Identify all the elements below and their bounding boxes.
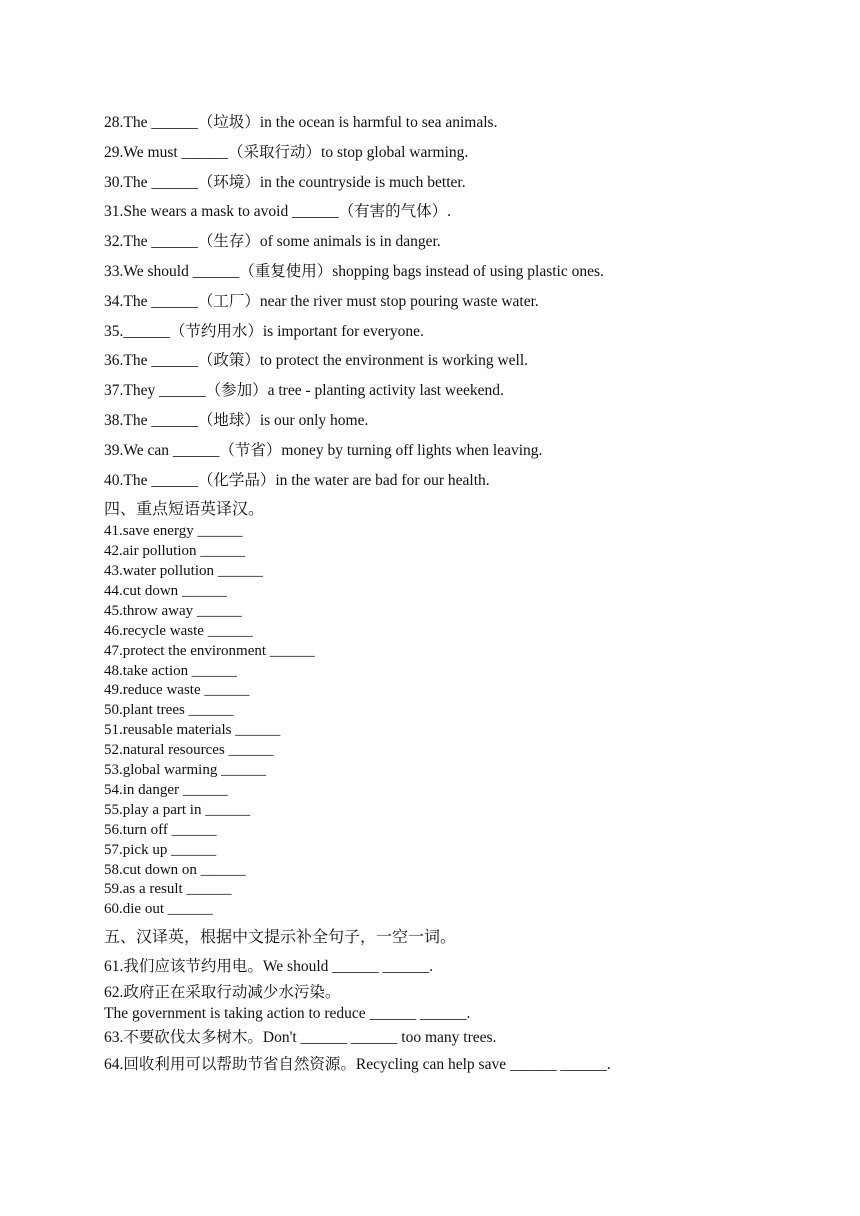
question-28: 28.The ______（垃圾）in the ocean is harmful to sea animals. bbox=[104, 114, 498, 131]
phrase-57: 57.pick up ______ bbox=[104, 841, 217, 858]
section-4-heading: 四、重点短语英译汉。 bbox=[104, 499, 265, 519]
phrase-48: 48.take action ______ bbox=[104, 662, 237, 679]
phrase-44: 44.cut down ______ bbox=[104, 583, 227, 600]
question-number: 64. bbox=[104, 1056, 124, 1074]
phrase-52: 52.natural resources ______ bbox=[104, 742, 274, 759]
question-39: 39.We can ______（节省）money by turning off lights when leaving. bbox=[104, 441, 543, 459]
chinese-prompt: 政府正在采取行动减少水污染。 bbox=[123, 983, 341, 1002]
question-33: 33.We should ______（重复使用）shopping bags instead of using plastic ones. bbox=[104, 262, 604, 280]
question-64 bbox=[104, 1050, 784, 1079]
section-4-list bbox=[104, 522, 784, 920]
phrase-51: 51.reusable materials ______ bbox=[104, 722, 281, 739]
question-35: 35.______（节约用水）is important for everyone. bbox=[104, 322, 424, 340]
question-34: 34.The ______（工厂）near the river must stop pouring waste water. bbox=[104, 292, 539, 310]
chinese-prompt: 我们应该节约用电。 bbox=[123, 957, 263, 976]
question-number: 61. bbox=[104, 958, 124, 976]
question-61 bbox=[104, 952, 784, 981]
phrase-58: 58.cut down on ______ bbox=[104, 861, 246, 878]
question-30: 30.The ______（环境）in the countryside is much better. bbox=[104, 173, 466, 191]
question-29: 29.We must ______（采取行动）to stop global warming. bbox=[104, 143, 469, 161]
phrase-45: 45.throw away ______ bbox=[104, 602, 242, 619]
chinese-prompt: 回收利用可以帮助节省自然资源。 bbox=[123, 1055, 356, 1074]
question-62 bbox=[104, 981, 784, 1003]
phrase-41: 41.save energy ______ bbox=[104, 523, 243, 540]
question-40: 40.The ______（化学品）in the water are bad for our health. bbox=[104, 471, 490, 489]
phrase-54: 54.in danger ______ bbox=[104, 781, 228, 798]
phrase-56: 56.turn off ______ bbox=[104, 821, 217, 838]
question-number: 63. bbox=[104, 1029, 124, 1047]
question-37: 37.They ______（参加）a tree - planting activity last weekend. bbox=[104, 382, 504, 400]
question-38: 38.The ______（地球）is our only home. bbox=[104, 411, 369, 429]
phrase-55: 55.play a part in ______ bbox=[104, 801, 251, 818]
phrase-60: 60.die out ______ bbox=[104, 901, 213, 918]
phrase-53: 53.global warming ______ bbox=[104, 762, 267, 779]
phrase-42: 42.air pollution ______ bbox=[104, 543, 246, 560]
question-62-english: The government is taking action to reduce ______ ______. bbox=[104, 1005, 471, 1023]
phrase-47: 47.protect the environment ______ bbox=[104, 642, 315, 659]
question-31: 31.She wears a mask to avoid ______（有害的气体）. bbox=[104, 203, 451, 221]
question-36: 36.The ______（政策）to protect the environment is working well. bbox=[104, 352, 529, 370]
phrase-43: 43.water pollution ______ bbox=[104, 563, 263, 580]
phrase-46: 46.recycle waste ______ bbox=[104, 622, 253, 639]
section-5-heading: 五、汉译英，根据中文提示补全句子，一空一词。 bbox=[104, 927, 457, 947]
english-sentence: We should ______ ______. bbox=[262, 958, 433, 976]
english-sentence: Recycling can help save ______ ______. bbox=[355, 1056, 611, 1074]
question-number: 62. bbox=[104, 984, 124, 1002]
worksheet-page bbox=[104, 108, 784, 1079]
question-32: 32.The ______（生存）of some animals is in danger. bbox=[104, 233, 441, 251]
section-5-list bbox=[104, 952, 784, 1079]
phrase-59: 59.as a result ______ bbox=[104, 881, 232, 898]
phrase-50: 50.plant trees ______ bbox=[104, 702, 234, 719]
question-63 bbox=[104, 1025, 784, 1050]
phrase-49: 49.reduce waste ______ bbox=[104, 682, 250, 699]
section-3-list bbox=[104, 108, 784, 495]
english-sentence: Don't ______ ______ too many trees. bbox=[262, 1029, 497, 1047]
chinese-prompt: 不要砍伐太多树木。 bbox=[123, 1028, 263, 1047]
